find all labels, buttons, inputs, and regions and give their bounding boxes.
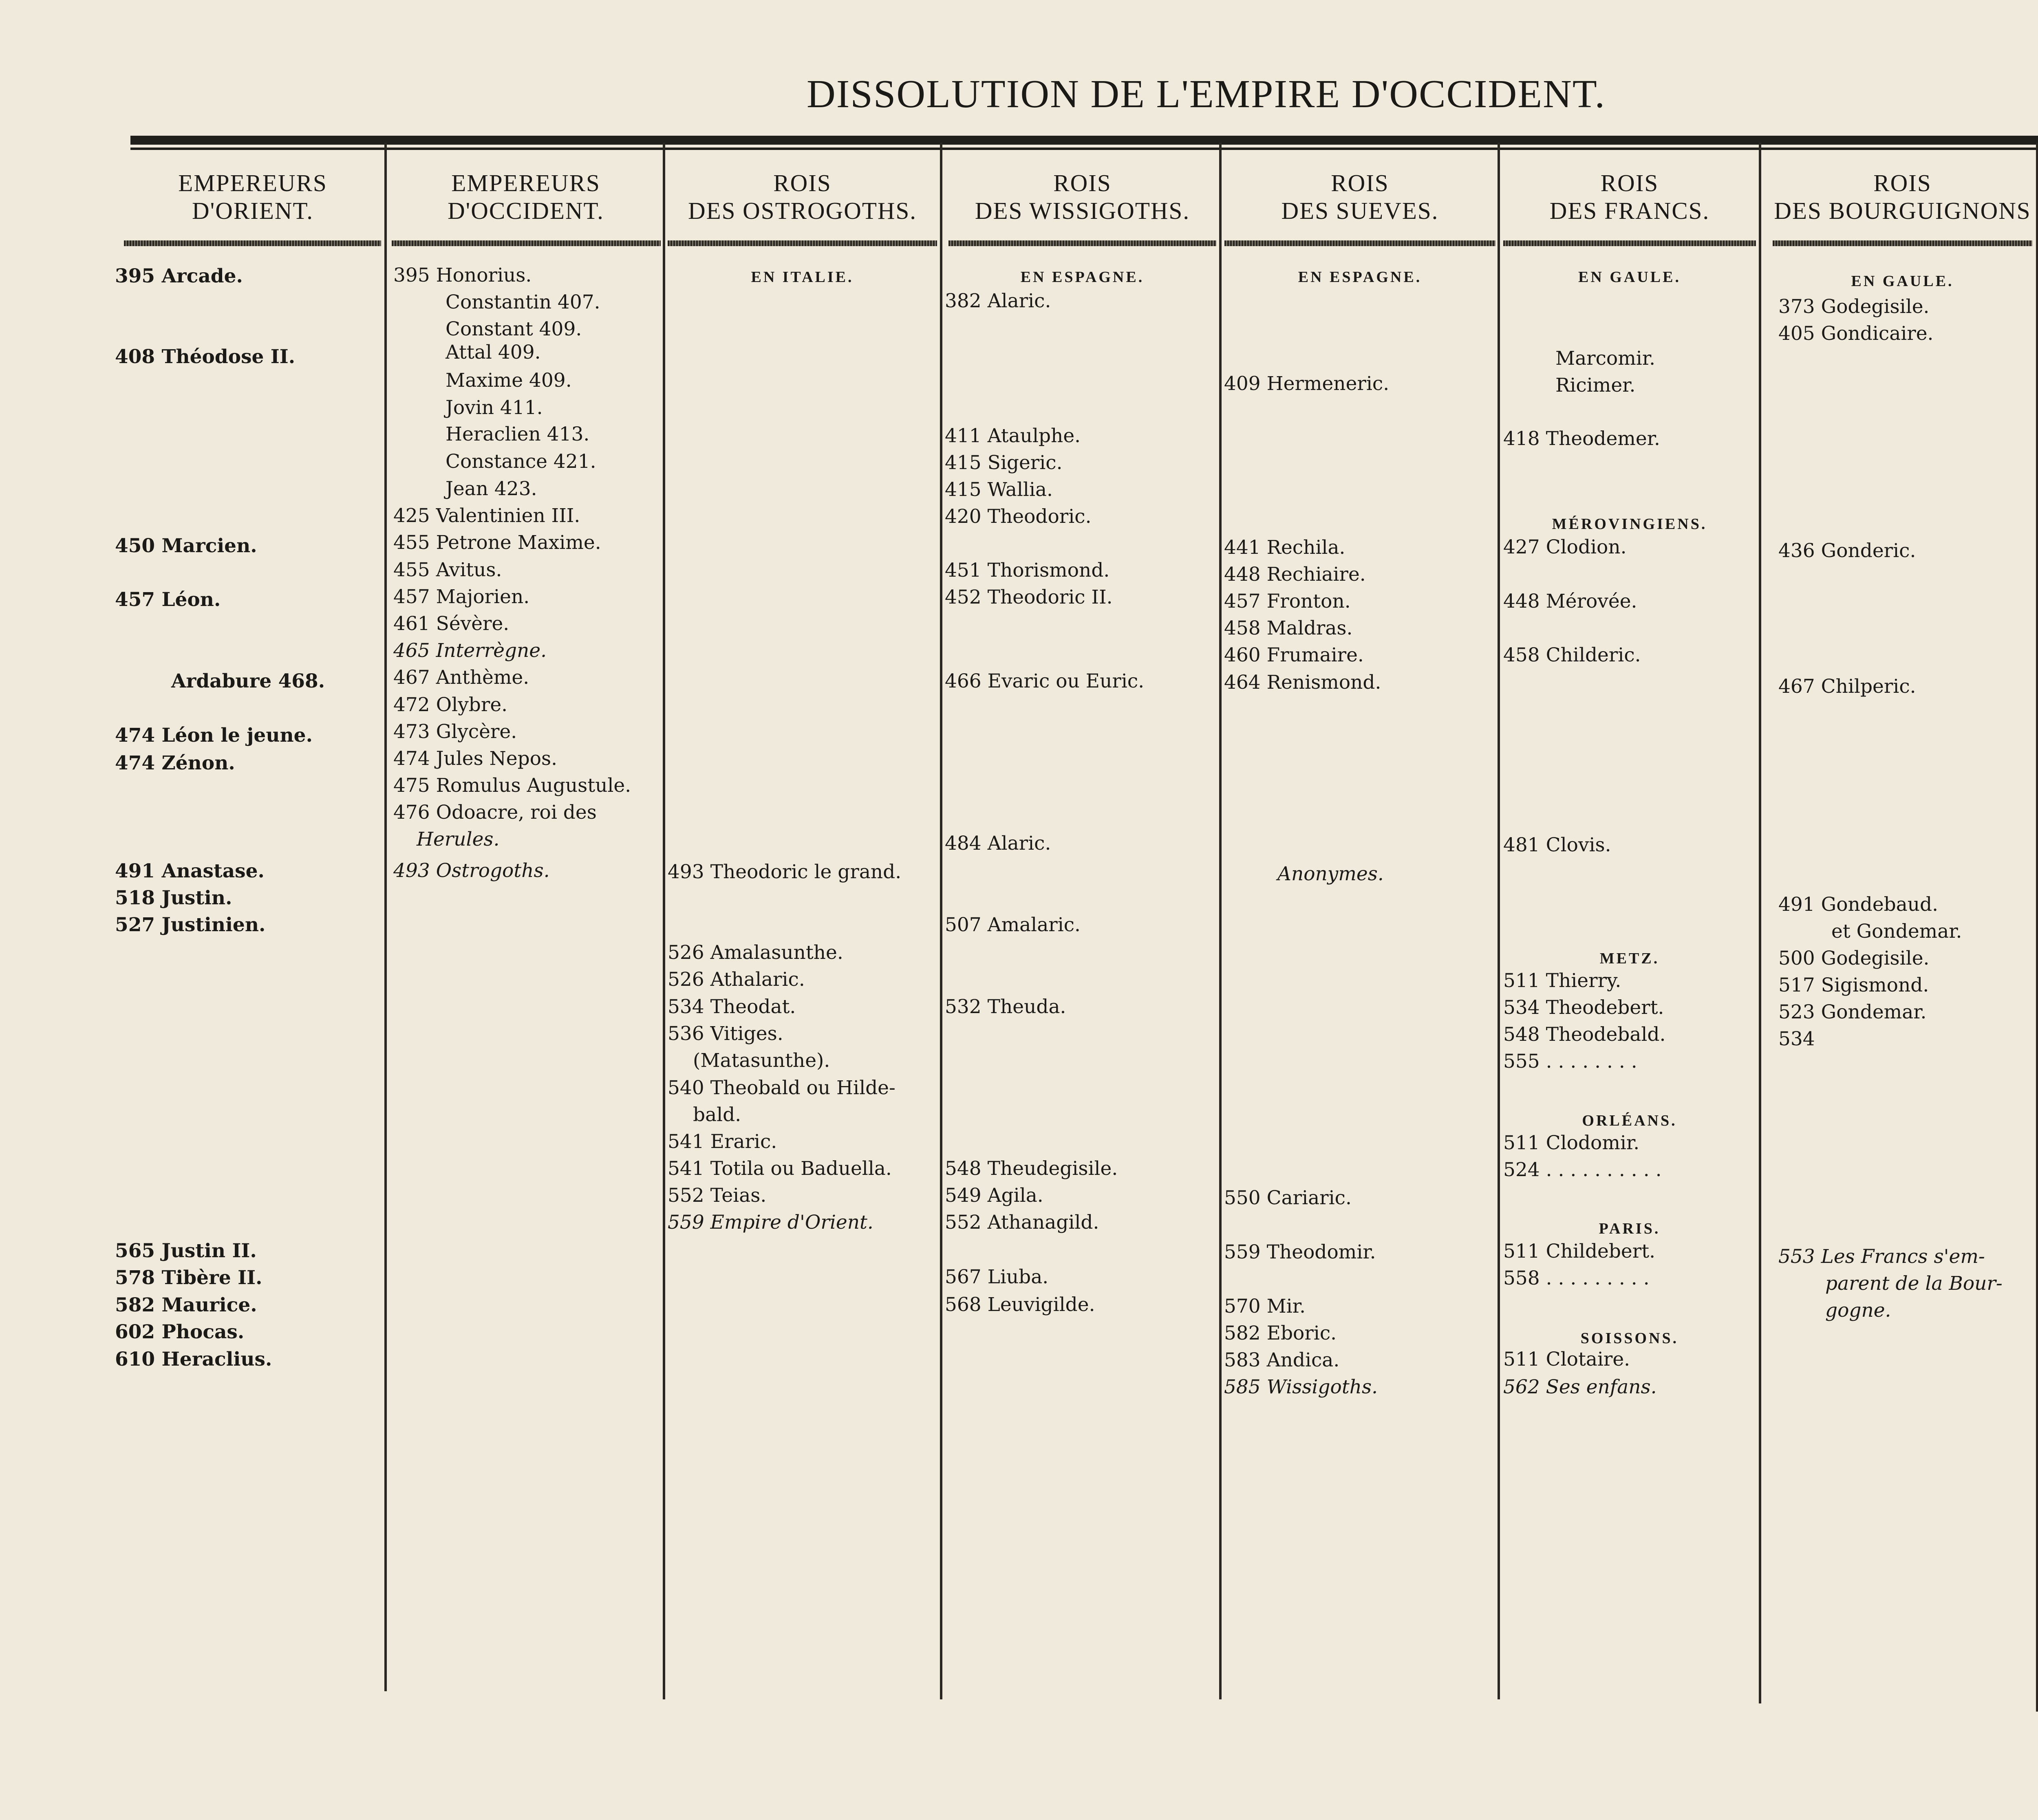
list-item: 552 Teias. bbox=[668, 1184, 767, 1207]
list-item: 527 Justinien. bbox=[115, 914, 266, 936]
list-item: 425 Valentinien III. bbox=[393, 505, 580, 527]
list-item: 472 Olybre. bbox=[393, 694, 508, 716]
list-item: 541 Eraric. bbox=[668, 1130, 777, 1153]
list-item: 420 Theodoric. bbox=[945, 505, 1092, 528]
list-item: 466 Evaric ou Euric. bbox=[945, 670, 1145, 692]
list-item: 460 Frumaire. bbox=[1224, 644, 1364, 666]
list-item: 373 Godegisile. bbox=[1778, 295, 1930, 318]
top-rule bbox=[130, 136, 2038, 145]
column-heading: EMPEREURS D'OCCIDENT. bbox=[448, 170, 604, 224]
list-item: 452 Theodoric II. bbox=[945, 586, 1113, 608]
list-item: Herules. bbox=[417, 828, 500, 851]
column-divider bbox=[1498, 143, 1500, 1699]
list-item: 602 Phocas. bbox=[115, 1321, 245, 1343]
subhead-en-italie: EN ITALIE. bbox=[751, 269, 854, 286]
list-item: 523 Gondemar. bbox=[1778, 1001, 1927, 1023]
list-item: 409 Hermeneric. bbox=[1224, 372, 1390, 395]
list-item: 481 Clovis. bbox=[1503, 834, 1611, 856]
header-rule bbox=[948, 240, 1216, 246]
list-item: Constantin 407. bbox=[446, 291, 600, 313]
list-item: 405 Gondicaire. bbox=[1778, 322, 1934, 345]
list-item: Jovin 411. bbox=[446, 397, 543, 419]
top-rule-thin bbox=[130, 148, 2038, 150]
list-item: 568 Leuvigilde. bbox=[945, 1293, 1095, 1316]
list-item: 549 Agila. bbox=[945, 1184, 1043, 1207]
column-divider bbox=[940, 143, 942, 1699]
list-item: bald. bbox=[693, 1104, 741, 1126]
list-item: 493 Ostrogoths. bbox=[393, 859, 550, 882]
column-heading: ROIS DES WISSIGOTHS. bbox=[975, 170, 1190, 224]
list-item: 484 Alaric. bbox=[945, 832, 1051, 855]
list-item: 395 Arcade. bbox=[115, 265, 243, 287]
list-item: 395 Honorius. bbox=[393, 264, 532, 286]
subhead-en-espagne: EN ESPAGNE. bbox=[1020, 269, 1145, 286]
subhead-soissons: SOISSONS. bbox=[1580, 1330, 1679, 1347]
list-item: 540 Theobald ou Hilde- bbox=[668, 1077, 895, 1099]
header-rule bbox=[668, 240, 937, 246]
list-item: 559 Theodomir. bbox=[1224, 1241, 1376, 1263]
column-divider bbox=[1219, 143, 1222, 1699]
list-item: 476 Odoacre, roi des bbox=[393, 801, 597, 824]
list-item: et Gondemar. bbox=[1831, 920, 1962, 943]
list-item: 570 Mir. bbox=[1224, 1295, 1306, 1318]
column-divider bbox=[2036, 143, 2038, 1712]
list-item: 427 Clodion. bbox=[1503, 536, 1627, 558]
list-item: 382 Alaric. bbox=[945, 290, 1051, 312]
header-rule bbox=[124, 240, 381, 246]
column-heading: ROIS DES FRANCS. bbox=[1549, 170, 1710, 224]
list-item: 458 Childeric. bbox=[1503, 644, 1641, 666]
column-divider bbox=[1759, 143, 1761, 1703]
list-item: 511 Clotaire. bbox=[1503, 1348, 1630, 1371]
column-divider bbox=[384, 143, 387, 1691]
list-item: 408 Théodose II. bbox=[115, 346, 296, 368]
list-item: 517 Sigismond. bbox=[1778, 974, 1929, 996]
list-item: 550 Cariaric. bbox=[1224, 1187, 1352, 1209]
list-item: 582 Eboric. bbox=[1224, 1322, 1337, 1344]
list-item: (Matasunthe). bbox=[693, 1049, 830, 1072]
list-item: Constant 409. bbox=[446, 318, 582, 340]
list-item: 473 Glycère. bbox=[393, 721, 517, 743]
subhead-en-gaule: EN GAULE. bbox=[1851, 273, 1954, 290]
subhead-orleans: ORLÉANS. bbox=[1582, 1112, 1677, 1129]
list-item: parent de la Bour- bbox=[1825, 1272, 2003, 1295]
list-item: 534 Theodat. bbox=[668, 996, 796, 1018]
list-item: 475 Romulus Augustule. bbox=[393, 774, 631, 797]
list-item: Marcomir. bbox=[1555, 347, 1656, 370]
page-title: DISSOLUTION DE L'EMPIRE D'OCCIDENT. bbox=[807, 72, 1606, 116]
header-rule bbox=[1773, 240, 2032, 246]
list-item: 559 Empire d'Orient. bbox=[668, 1211, 873, 1234]
list-item: 552 Athanagild. bbox=[945, 1211, 1099, 1234]
list-item: 457 Majorien. bbox=[393, 586, 530, 608]
list-item: 526 Athalaric. bbox=[668, 968, 805, 991]
list-item: Attal 409. bbox=[446, 341, 541, 364]
column-divider bbox=[663, 143, 665, 1699]
list-item: Jean 423. bbox=[446, 478, 537, 500]
list-item: 585 Wissigoths. bbox=[1224, 1376, 1378, 1398]
subhead-paris: PARIS. bbox=[1599, 1220, 1661, 1237]
subhead-metz: METZ. bbox=[1599, 950, 1660, 967]
list-item: 524 . . . . . . . . . . bbox=[1503, 1159, 1662, 1181]
list-item: 415 Wallia. bbox=[945, 478, 1053, 501]
list-item: 541 Totila ou Baduella. bbox=[668, 1157, 892, 1180]
list-item: 526 Amalasunthe. bbox=[668, 941, 843, 964]
list-item: Anonymes. bbox=[1277, 863, 1384, 885]
column-heading: ROIS DES OSTROGOTHS. bbox=[688, 170, 917, 224]
list-item: 534 bbox=[1778, 1028, 1815, 1050]
list-item: 518 Justin. bbox=[115, 887, 232, 909]
column-heading: ROIS DES SUEVES. bbox=[1281, 170, 1439, 224]
list-item: 582 Maurice. bbox=[115, 1294, 257, 1316]
header-rule bbox=[1503, 240, 1756, 246]
subhead-en-gaule: EN GAULE. bbox=[1578, 269, 1681, 286]
list-item: 436 Gonderic. bbox=[1778, 540, 1916, 562]
list-item: 474 Léon le jeune. bbox=[115, 724, 313, 747]
list-item: 465 Interrègne. bbox=[393, 639, 547, 662]
list-item: 532 Theuda. bbox=[945, 996, 1066, 1018]
list-item: 500 Godegisile. bbox=[1778, 947, 1930, 969]
list-item: 583 Andica. bbox=[1224, 1349, 1340, 1371]
list-item: 448 Rechiaire. bbox=[1224, 563, 1366, 586]
list-item: 457 Fronton. bbox=[1224, 590, 1351, 613]
list-item: Ardabure 468. bbox=[171, 670, 325, 692]
list-item: 450 Marcien. bbox=[115, 535, 257, 557]
list-item: 493 Theodoric le grand. bbox=[668, 861, 902, 883]
list-item: 455 Avitus. bbox=[393, 559, 502, 581]
list-item: 448 Mérovée. bbox=[1503, 590, 1637, 613]
list-item: 491 Anastase. bbox=[115, 860, 265, 882]
list-item: 474 Jules Nepos. bbox=[393, 747, 558, 770]
list-item: 534 Theodebert. bbox=[1503, 996, 1664, 1019]
list-item: 553 Les Francs s'em- bbox=[1778, 1245, 1985, 1268]
list-item: 558 . . . . . . . . . bbox=[1503, 1267, 1650, 1289]
list-item: Constance 421. bbox=[446, 450, 596, 473]
list-item: 536 Vitiges. bbox=[668, 1022, 783, 1045]
list-item: 565 Justin II. bbox=[115, 1240, 257, 1262]
list-item: 467 Chilperic. bbox=[1778, 675, 1916, 698]
list-item: 507 Amalaric. bbox=[945, 914, 1081, 936]
list-item: Ricimer. bbox=[1555, 374, 1636, 397]
header-rule bbox=[1224, 240, 1495, 246]
subhead-en-espagne: EN ESPAGNE. bbox=[1298, 269, 1422, 286]
list-item: 464 Renismond. bbox=[1224, 671, 1381, 694]
list-item: 511 Clodomir. bbox=[1503, 1132, 1640, 1154]
list-item: 555 . . . . . . . . bbox=[1503, 1050, 1637, 1073]
list-item: 567 Liuba. bbox=[945, 1266, 1049, 1288]
list-item: 441 Rechila. bbox=[1224, 536, 1345, 559]
list-item: 511 Childebert. bbox=[1503, 1240, 1656, 1263]
list-item: 467 Anthème. bbox=[393, 666, 529, 689]
list-item: 610 Heraclius. bbox=[115, 1348, 272, 1371]
list-item: Maxime 409. bbox=[446, 369, 572, 392]
list-item: 491 Gondebaud. bbox=[1778, 893, 1939, 916]
list-item: 511 Thierry. bbox=[1503, 969, 1621, 992]
subhead-merovingiens: MÉROVINGIENS. bbox=[1552, 516, 1707, 533]
list-item: 562 Ses enfans. bbox=[1503, 1376, 1657, 1398]
list-item: gogne. bbox=[1825, 1299, 1891, 1322]
list-item: 578 Tibère II. bbox=[115, 1267, 262, 1289]
header-rule bbox=[392, 240, 661, 246]
list-item: 474 Zénon. bbox=[115, 752, 235, 774]
column-heading: ROIS DES BOURGUIGNONS bbox=[1774, 170, 2031, 224]
list-item: 457 Léon. bbox=[115, 588, 221, 611]
list-item: 461 Sévère. bbox=[393, 613, 510, 635]
list-item: 455 Petrone Maxime. bbox=[393, 531, 601, 554]
list-item: 548 Theodebald. bbox=[1503, 1023, 1666, 1046]
list-item: 548 Theudegisile. bbox=[945, 1157, 1118, 1180]
list-item: 458 Maldras. bbox=[1224, 617, 1353, 639]
list-item: 411 Ataulphe. bbox=[945, 425, 1081, 447]
list-item: 418 Theodemer. bbox=[1503, 427, 1660, 450]
list-item: Heraclien 413. bbox=[446, 423, 590, 445]
list-item: 415 Sigeric. bbox=[945, 452, 1063, 474]
list-item: 451 Thorismond. bbox=[945, 559, 1110, 582]
column-heading: EMPEREURS D'ORIENT. bbox=[178, 170, 327, 224]
